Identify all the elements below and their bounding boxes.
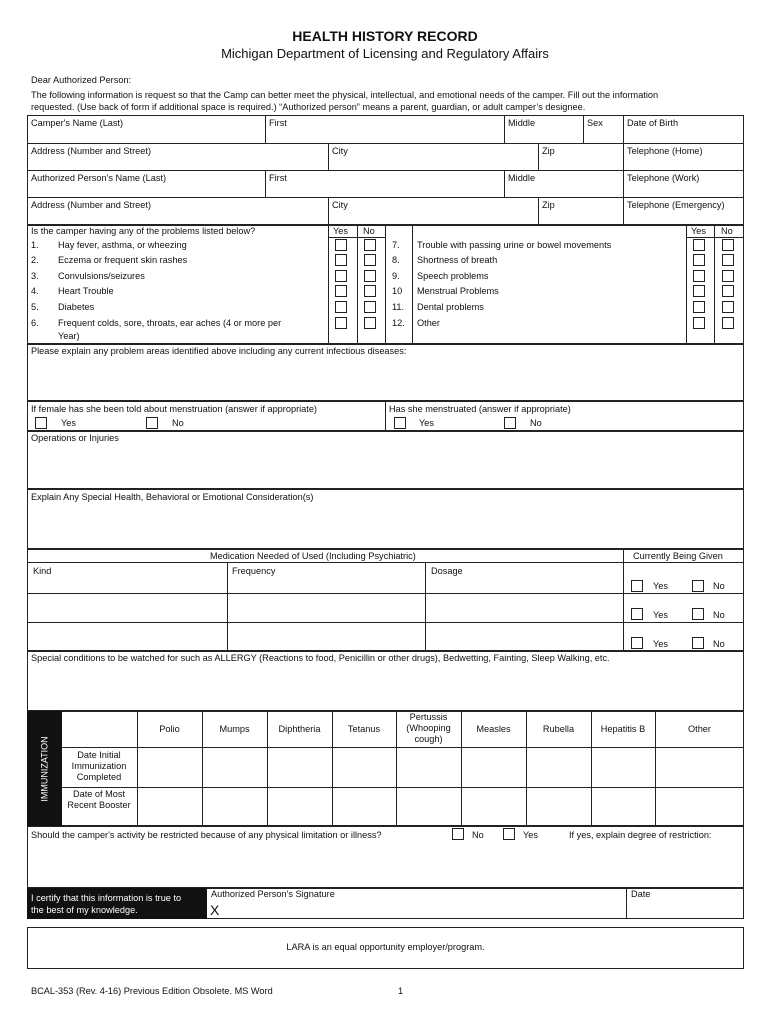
immunization-column-header: Diphtheria	[278, 724, 321, 734]
immunization-column-header: Rubella	[542, 724, 575, 734]
immunization-column-header: Pertussis (Whooping cough)	[406, 712, 451, 744]
problem-12-yes-checkbox[interactable]	[693, 317, 705, 329]
camper-dob-field[interactable]: Date of Birth	[627, 118, 679, 128]
authorized-middle-name-field[interactable]: Middle	[508, 173, 536, 183]
medication-kind-header: Kind	[33, 566, 52, 576]
med-row-3-yes-checkbox[interactable]	[631, 637, 643, 649]
signature-label: Authorized Person's Signature	[211, 889, 335, 899]
problem-number: 7.	[392, 240, 400, 250]
problem-1-no-checkbox[interactable]	[364, 239, 376, 251]
operations-injuries-field[interactable]	[27, 431, 744, 489]
camper-zip-field[interactable]: Zip	[542, 146, 555, 156]
problem-number: 4.	[31, 286, 39, 296]
problem-2-yes-checkbox[interactable]	[335, 254, 347, 266]
yes-label: Yes	[653, 639, 668, 649]
problem-11-no-checkbox[interactable]	[722, 301, 734, 313]
problem-7-yes-checkbox[interactable]	[693, 239, 705, 251]
problems-question: Is the camper having any of the problems listed below?	[31, 226, 256, 236]
no-label: No	[472, 830, 484, 840]
restriction-explain-label: If yes, explain degree of restriction:	[569, 830, 712, 840]
problem-5-no-checkbox[interactable]	[364, 301, 376, 313]
problems-no-header: No	[363, 226, 375, 236]
menstruated-label: Has she menstruated (answer if appropriate)	[389, 404, 571, 414]
authorized-first-name-field[interactable]: First	[269, 173, 287, 183]
immunization-column-header: Mumps	[219, 724, 250, 734]
camper-first-name-field[interactable]: First	[269, 118, 287, 128]
immunization-column-header: Measles	[476, 724, 511, 734]
page-number: 1	[398, 986, 404, 996]
problem-label: Hay fever, asthma, or wheezing	[58, 240, 187, 250]
restriction-no-checkbox[interactable]	[452, 828, 464, 840]
certify-text-line-1: I certify that this information is true to	[31, 893, 182, 903]
camper-city-field[interactable]: City	[332, 146, 348, 156]
special-considerations-label: Explain Any Special Health, Behavioral or Emotional Consideration(s)	[31, 492, 314, 502]
camper-middle-name-field[interactable]: Middle	[508, 118, 536, 128]
problem-label: Heart Trouble	[58, 286, 114, 296]
problem-number: 11.	[392, 302, 405, 312]
page-title: HEALTH HISTORY RECORD	[292, 28, 478, 44]
authorized-city-field[interactable]: City	[332, 200, 348, 210]
problem-5-yes-checkbox[interactable]	[335, 301, 347, 313]
currently-given-header: Currently Being Given	[633, 551, 723, 561]
immunization-column-header: Tetanus	[347, 724, 381, 734]
problem-2-no-checkbox[interactable]	[364, 254, 376, 266]
problem-number: 8.	[392, 255, 400, 265]
yes-label: Yes	[61, 418, 76, 428]
operations-injuries-label: Operations or Injuries	[31, 433, 119, 443]
problem-label: Diabetes	[58, 302, 95, 312]
menstruated-yes-checkbox[interactable]	[394, 417, 406, 429]
problem-label: Convulsions/seizures	[58, 271, 145, 281]
problem-8-no-checkbox[interactable]	[722, 254, 734, 266]
authorized-last-name-field[interactable]: Authorized Person's Name (Last)	[31, 173, 167, 183]
menstruated-no-checkbox[interactable]	[504, 417, 516, 429]
problem-6-yes-checkbox[interactable]	[335, 317, 347, 329]
form-number: BCAL-353 (Rev. 4-16) Previous Edition Obsolete. MS Word	[31, 986, 273, 996]
medication-dosage-header: Dosage	[431, 566, 463, 576]
medication-header: Medication Needed of Used (Including Psychiatric)	[210, 551, 416, 561]
restriction-question: Should the camper's activity be restricted because of any physical limitation or illness?	[31, 830, 382, 840]
problem-number: 9.	[392, 271, 400, 281]
yes-label: Yes	[653, 581, 668, 591]
date-initial-label: Date Initial Immunization Completed	[71, 750, 127, 782]
intro-line-2: requested. (Use back of form if additional space is required.) “Authorized person” means a parent, guardian, or adult camper’s designee.	[31, 102, 586, 112]
menstruation-told-no-checkbox[interactable]	[146, 417, 158, 429]
no-label: No	[713, 581, 725, 591]
problem-12-no-checkbox[interactable]	[722, 317, 734, 329]
date-field[interactable]: Date	[631, 889, 651, 899]
problem-number: 1.	[31, 240, 39, 250]
problem-4-no-checkbox[interactable]	[364, 285, 376, 297]
immunization-column-header: Other	[688, 724, 711, 734]
no-label: No	[172, 418, 184, 428]
problem-1-yes-checkbox[interactable]	[335, 239, 347, 251]
problem-3-no-checkbox[interactable]	[364, 270, 376, 282]
problems-no-header-right: No	[721, 226, 733, 236]
immunization-column-header: Hepatitis B	[600, 724, 646, 734]
problem-9-no-checkbox[interactable]	[722, 270, 734, 282]
problems-yes-header-right: Yes	[691, 226, 706, 236]
telephone-home-field[interactable]: Telephone (Home)	[627, 146, 703, 156]
problem-label: Trouble with passing urine or bowel movements	[417, 240, 612, 250]
problem-number: 2.	[31, 255, 39, 265]
eeo-statement: LARA is an equal opportunity employer/program.	[286, 942, 485, 952]
no-label: No	[713, 610, 725, 620]
yes-label: Yes	[419, 418, 434, 428]
camper-sex-field[interactable]: Sex	[587, 118, 603, 128]
special-conditions-label: Special conditions to be watched for such as ALLERGY (Reactions to food, Penicillin or other drugs), Bedwetting, Fainting, Sleep Walking, etc.	[31, 653, 610, 663]
med-row-1-no-checkbox[interactable]	[692, 580, 704, 592]
problem-10-no-checkbox[interactable]	[722, 285, 734, 297]
yes-label: Yes	[523, 830, 538, 840]
camper-last-name-field[interactable]: Camper's Name (Last)	[31, 118, 124, 128]
problem-number: 5.	[31, 302, 39, 312]
problem-label: Frequent colds, sore, throats, ear aches (4 or more per	[58, 318, 282, 328]
problem-label: Menstrual Problems	[417, 286, 499, 296]
no-label: No	[713, 639, 725, 649]
date-booster-label: Date of Most Recent Booster	[67, 789, 131, 810]
problem-label: Dental problems	[417, 302, 484, 312]
page-subtitle: Michigan Department of Licensing and Regulatory Affairs	[221, 46, 549, 61]
camper-address-field[interactable]: Address (Number and Street)	[31, 146, 151, 156]
intro-line-1: The following information is request so that the Camp can better meet the physical, intellectual, and emotional needs of the camper. Fill out the information	[31, 90, 659, 100]
no-label: No	[530, 418, 542, 428]
problem-label: Eczema or frequent skin rashes	[58, 255, 188, 265]
med-row-2-yes-checkbox[interactable]	[631, 608, 643, 620]
yes-label: Yes	[653, 610, 668, 620]
med-row-2-no-checkbox[interactable]	[692, 608, 704, 620]
problem-4-yes-checkbox[interactable]	[335, 285, 347, 297]
problems-yes-header: Yes	[333, 226, 348, 236]
med-row-1-yes-checkbox[interactable]	[631, 580, 643, 592]
problem-3-yes-checkbox[interactable]	[335, 270, 347, 282]
medication-table	[27, 549, 744, 651]
telephone-emergency-field[interactable]: Telephone (Emergency)	[627, 200, 725, 210]
authorized-address-field[interactable]: Address (Number and Street)	[31, 200, 151, 210]
med-row-3-no-checkbox[interactable]	[692, 637, 704, 649]
greeting: Dear Authorized Person:	[31, 75, 132, 85]
problem-number: 6.	[31, 318, 39, 328]
problem-label-continued: Year)	[58, 331, 80, 341]
medication-frequency-header: Frequency	[232, 566, 276, 576]
authorized-zip-field[interactable]: Zip	[542, 200, 555, 210]
immunization-column-header: Polio	[159, 724, 180, 734]
problem-8-yes-checkbox[interactable]	[693, 254, 705, 266]
problem-11-yes-checkbox[interactable]	[693, 301, 705, 313]
problem-number: 3.	[31, 271, 39, 281]
menstruation-told-label: If female has she been told about menstruation (answer if appropriate)	[31, 404, 317, 414]
problem-label: Other	[417, 318, 440, 328]
problem-10-yes-checkbox[interactable]	[693, 285, 705, 297]
explain-problems-label: Please explain any problem areas identified above including any current infectious diseases:	[31, 346, 407, 356]
problem-9-yes-checkbox[interactable]	[693, 270, 705, 282]
problem-number: 10	[392, 286, 403, 296]
problem-number: 12.	[392, 318, 405, 328]
telephone-work-field[interactable]: Telephone (Work)	[627, 173, 700, 183]
signature-field[interactable]: X	[210, 902, 220, 918]
problem-label: Shortness of breath	[417, 255, 498, 265]
restriction-yes-checkbox[interactable]	[503, 828, 515, 840]
certify-text-line-2: the best of my knowledge.	[31, 905, 138, 915]
immunization-label: IMMUNIZATION	[39, 736, 50, 802]
problem-label: Speech problems	[417, 271, 489, 281]
menstruation-told-yes-checkbox[interactable]	[35, 417, 47, 429]
problem-7-no-checkbox[interactable]	[722, 239, 734, 251]
problem-6-no-checkbox[interactable]	[364, 317, 376, 329]
